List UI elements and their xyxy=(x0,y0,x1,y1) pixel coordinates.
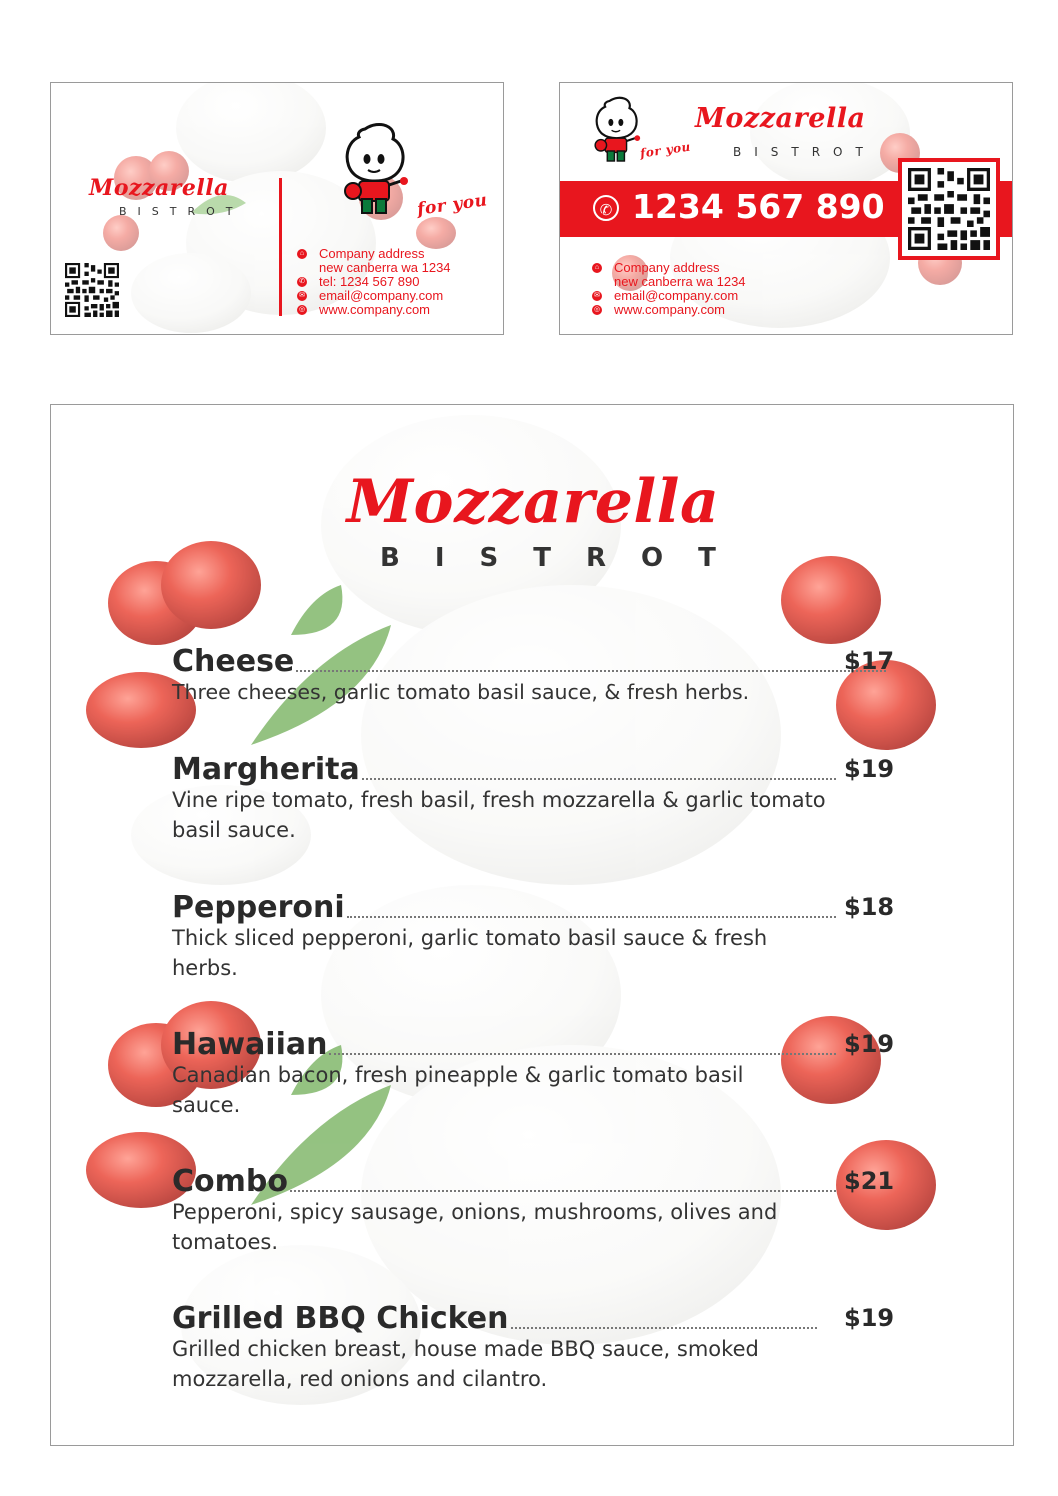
menu-page xyxy=(50,404,1014,1446)
item-name: Hawaiian xyxy=(172,1027,328,1062)
web: www.company.com xyxy=(319,302,431,317)
tel: tel: 1234 567 890 xyxy=(319,274,420,289)
menu-item xyxy=(172,752,895,845)
item-name: Pepperoni xyxy=(172,890,345,925)
item-price: $19 xyxy=(844,1304,895,1332)
item-description: Grilled chicken breast, house made BBQ sauce, smoked mozzarella, red onions and cilantro. xyxy=(172,1337,759,1391)
email-icon: ✉ xyxy=(297,291,307,301)
mascot-logo xyxy=(588,91,688,171)
address-line1: Company address xyxy=(614,260,720,275)
item-price: $19 xyxy=(844,755,895,783)
phone-number: 1234 567 890 xyxy=(632,187,885,226)
email-icon: ✉ xyxy=(592,291,602,301)
menu-item xyxy=(172,1164,895,1257)
brand-subtitle: BISTROT xyxy=(733,145,876,159)
business-card-front xyxy=(50,82,504,335)
item-description: Three cheeses, garlic tomato basil sauce, & fresh herbs. xyxy=(172,680,750,704)
item-description: Pepperoni, spicy sausage, onions, mushrooms, olives and tomatoes. xyxy=(172,1200,778,1254)
item-description: Thick sliced pepperoni, garlic tomato basil sauce & fresh herbs. xyxy=(172,926,768,980)
address-line1: Company address xyxy=(319,246,425,261)
item-name: Grilled BBQ Chicken xyxy=(172,1301,509,1336)
contact-info xyxy=(592,261,746,317)
dot-leader xyxy=(329,1053,836,1055)
item-name: Cheese xyxy=(172,644,295,679)
qr-code xyxy=(908,168,990,250)
item-price: $21 xyxy=(844,1167,895,1195)
web: www.company.com xyxy=(614,302,726,317)
dot-leader xyxy=(362,778,836,780)
brand-subtitle: BISTROT xyxy=(119,205,244,218)
brand-logo: Mozzarella xyxy=(695,103,866,134)
contact-info xyxy=(297,247,451,317)
email: email@company.com xyxy=(319,288,444,303)
mascot-text: for you xyxy=(415,190,489,220)
menu-item xyxy=(172,1301,895,1394)
web-icon: ◎ xyxy=(593,306,601,313)
menu-subtitle: BISTROT xyxy=(380,543,751,573)
qr-frame xyxy=(898,158,1000,260)
item-price: $18 xyxy=(844,893,895,921)
brand-logo: Mozzarella xyxy=(89,175,229,201)
qr-code xyxy=(65,263,119,317)
item-description: Vine ripe tomato, fresh basil, fresh mozzarella & garlic tomato basil sauce. xyxy=(172,788,826,842)
mascot-text: for you xyxy=(639,139,692,161)
web-icon: ◎ xyxy=(298,306,306,313)
menu-item xyxy=(172,890,895,983)
home-icon: ⌂ xyxy=(592,263,602,273)
business-card-back xyxy=(559,82,1013,335)
phone-icon: ✆ xyxy=(297,277,307,287)
dot-leader xyxy=(511,1327,817,1329)
divider-line xyxy=(279,178,282,316)
menu-title: Mozzarella xyxy=(346,467,720,537)
home-icon: ⌂ xyxy=(297,249,307,259)
address-line2: new canberra wa 1234 xyxy=(319,260,451,275)
item-description: Canadian bacon, fresh pineapple & garlic tomato basil sauce. xyxy=(172,1063,744,1117)
menu-item xyxy=(172,1027,895,1120)
dot-leader xyxy=(290,1190,836,1192)
item-price: $19 xyxy=(844,1030,895,1058)
dot-leader xyxy=(296,670,886,672)
item-name: Combo xyxy=(172,1164,288,1199)
address-line2: new canberra wa 1234 xyxy=(614,274,746,289)
phone-icon: ✆ xyxy=(593,195,619,221)
email: email@company.com xyxy=(614,288,739,303)
item-price: $17 xyxy=(844,647,895,675)
item-name: Margherita xyxy=(172,752,360,787)
dot-leader xyxy=(347,916,836,918)
menu-item xyxy=(172,644,895,707)
